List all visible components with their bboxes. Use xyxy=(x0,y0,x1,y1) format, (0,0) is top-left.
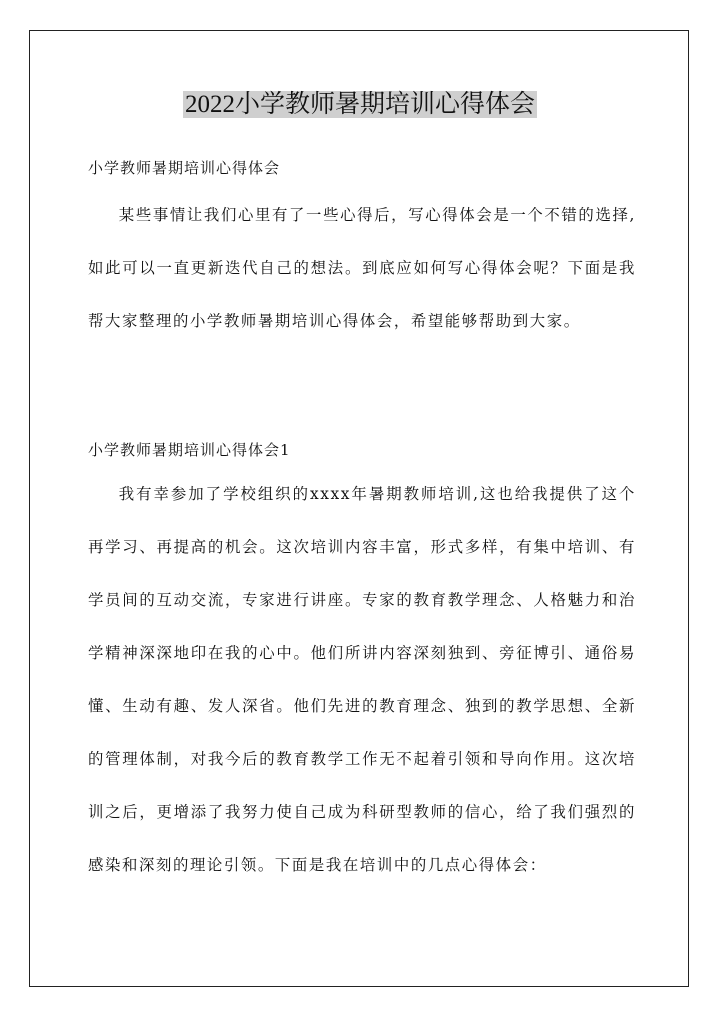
document-title-text: 2022小学教师暑期培训心得体会 xyxy=(184,91,535,118)
intro-heading: 小学教师暑期培训心得体会 xyxy=(88,159,281,177)
document-title xyxy=(0,86,720,124)
intro-paragraph: 某些事情让我们心里有了一些心得后，写心得体会是一个不错的选择,如此可以一直更新迭代自己的想法。到底应如何写心得体会呢？下面是我帮大家整理的小学教师暑期培训心得体会，希望能够帮助到大家。 xyxy=(88,206,636,330)
section-1-heading: 小学教师暑期培训心得体会1 xyxy=(88,441,291,459)
section-1-paragraph: 我有幸参加了学校组织的xxxx年暑期教师培训,这也给我提供了这个再学习、再提高的机会。这次培训内容丰富，形式多样，有集中培训、有学员间的互动交流，专家进行讲座。专家的教育教学理念、人格魅力和治学精神深深地印在我的心中。他们所讲内容深刻独到、旁征博引、通俗易懂、生动有趣、发人深省。他们先进的教育理念、独到的教学思想、全新的管理体制，对我今后的教育教学工作无不起着引领和导向作用。这次培训之后，更增添了我努力使自己成为科研型教师的信心，给了我们强烈的感染和深刻的理论引领。下面是我在培训中的几点心得体会： xyxy=(88,485,636,874)
